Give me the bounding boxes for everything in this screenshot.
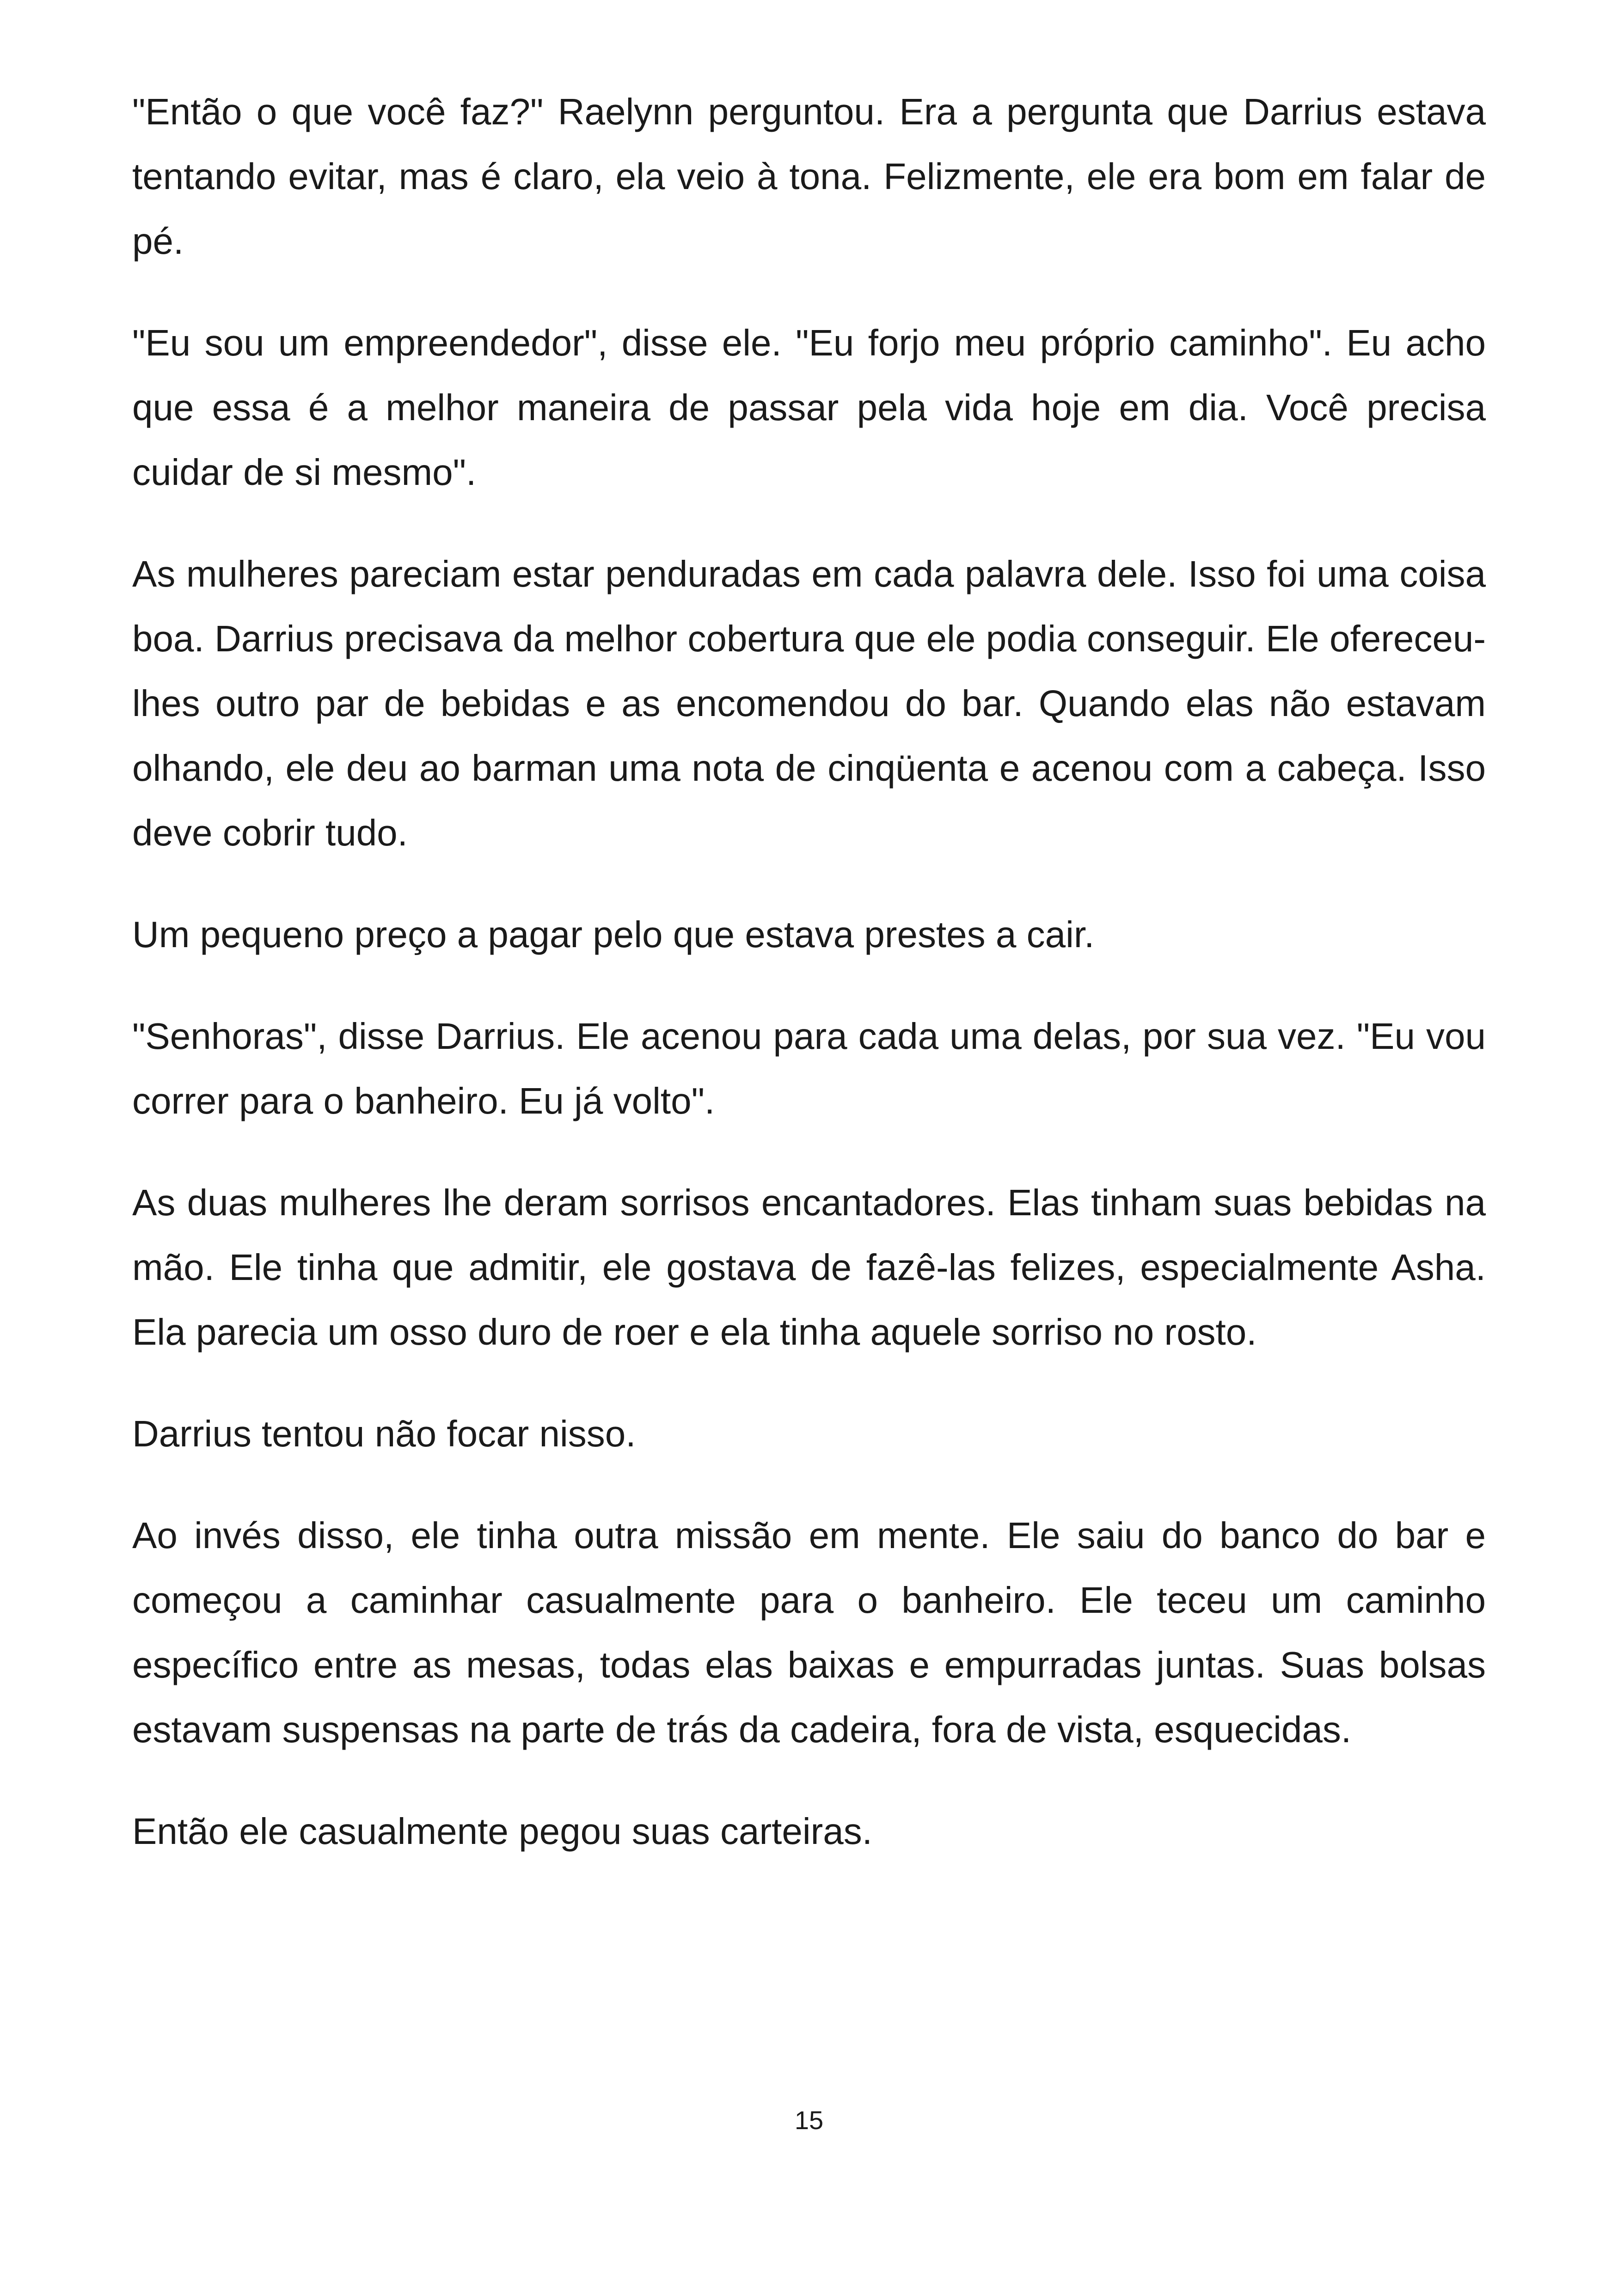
paragraph: Um pequeno preço a pagar pelo que estava prestes a cair.: [132, 914, 1095, 955]
paragraph: "Eu sou um empreendedor", disse ele. "Eu forjo meu próprio caminho". Eu acho que essa é a melhor maneira de passar pela vida hoje em dia. Você precisa cuidar de si mesmo".: [132, 322, 1486, 493]
paragraph: Darrius tentou não focar nisso.: [132, 1413, 636, 1454]
body-text: [132, 80, 1486, 1864]
paragraph: Então ele casualmente pegou suas carteiras.: [132, 1811, 872, 1852]
page-number: 15: [794, 2106, 824, 2135]
paragraph: Ao invés disso, ele tinha outra missão em mente. Ele saiu do banco do bar e começou a caminhar casualmente para o banheiro. Ele teceu um caminho específico entre as mesas, todas elas baixas e empurradas juntas. Suas bolsas estavam suspensas na parte de trás da cadeira, fora de vista, esquecidas.: [132, 1515, 1486, 1750]
paragraph: "Então o que você faz?" Raelynn perguntou. Era a pergunta que Darrius estava tentando evitar, mas é claro, ela veio à tona. Felizmente, ele era bom em falar de pé.: [132, 91, 1486, 262]
paragraph: "Senhoras", disse Darrius. Ele acenou para cada uma delas, por sua vez. "Eu vou correr para o banheiro. Eu já volto".: [132, 1016, 1486, 1121]
paragraph: As mulheres pareciam estar penduradas em cada palavra dele. Isso foi uma coisa boa. Darrius precisava da melhor cobertura que ele podia conseguir. Ele ofereceu-lhes outro par de bebidas e as encomendou do bar. Quando elas não estavam olhando, ele deu ao barman uma nota de cinqüenta e acenou com a cabeça. Isso deve cobrir tudo.: [132, 553, 1486, 853]
paragraph: As duas mulheres lhe deram sorrisos encantadores. Elas tinham suas bebidas na mão. Ele tinha que admitir, ele gostava de fazê-las felizes, especialmente Asha. Ela parecia um osso duro de roer e ela tinha aquele sorriso no rosto.: [132, 1182, 1486, 1353]
